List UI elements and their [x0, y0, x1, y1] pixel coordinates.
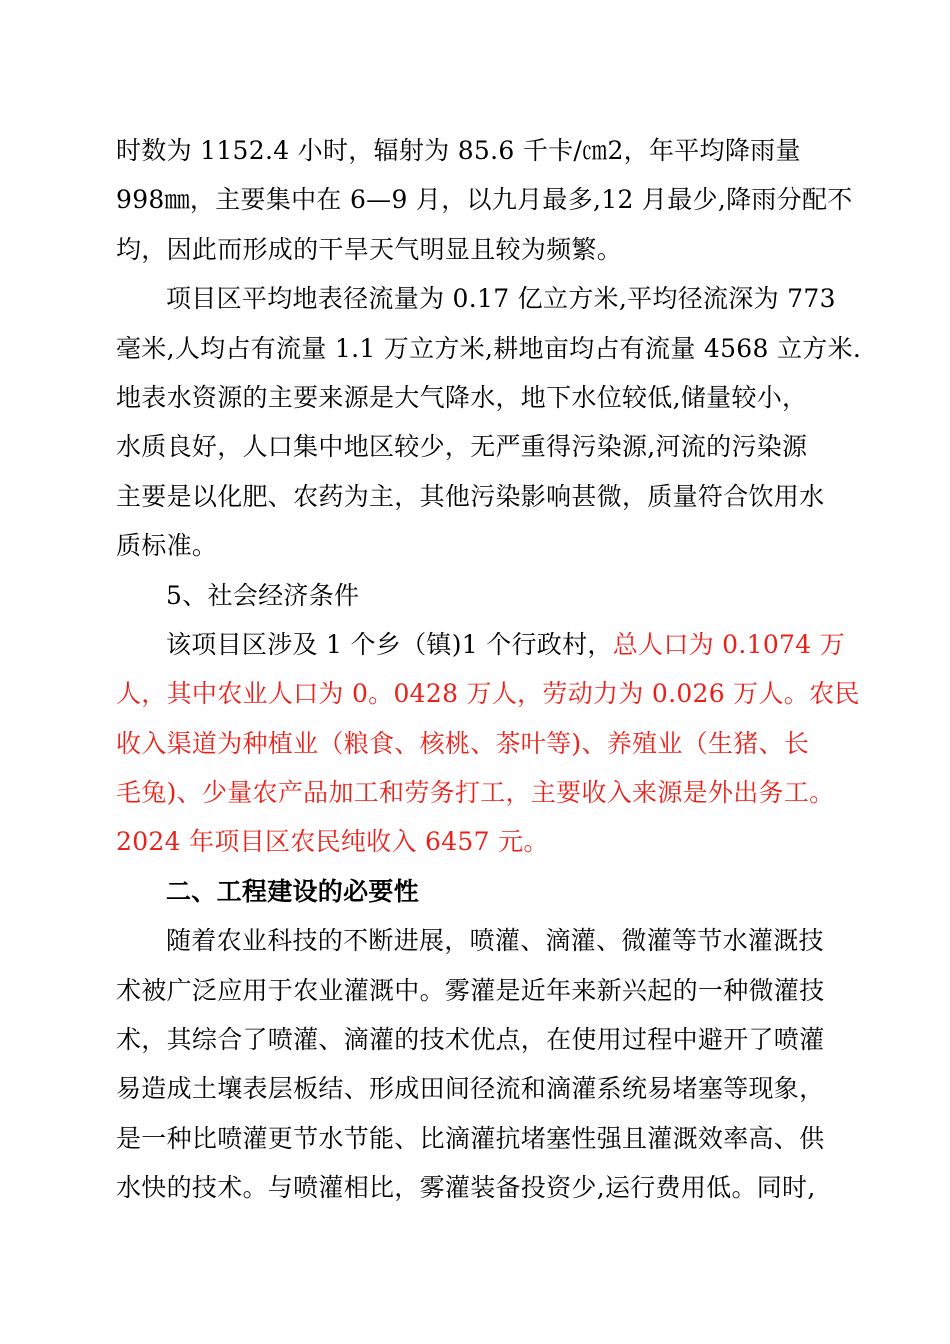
document-page — [116, 126, 862, 1213]
text-line-21: 是一种比喷灌更节水节能、比滴灌抗堵塞性强且灌溉效率高、供 — [116, 1123, 825, 1153]
text-line-11-red: 总人口为 0.1074 万 — [612, 629, 845, 659]
text-line-4: 项目区平均地表径流量为 0.17 亿立方米,平均径流深为 773 — [166, 284, 836, 314]
text-line-14: 毛兔)、少量农产品加工和劳务打工，主要收入来源是外出务工。 — [116, 778, 835, 808]
text-line-2: 998㎜，主要集中在 6—9 月，以九月最多,12 月最少,降雨分配不 — [116, 185, 853, 215]
text-line-9: 质标准。 — [116, 531, 218, 561]
text-line-8: 主要是以化肥、农药为主，其他污染影响甚微，质量符合饮用水 — [116, 481, 825, 511]
text-line-3: 均，因此而形成的干旱天气明显且较为频繁。 — [116, 234, 623, 264]
text-line-11-black: 该项目区涉及 1 个乡（镇)1 个行政村， — [166, 629, 613, 659]
text-line-5: 毫米,人均占有流量 1.1 万立方米,耕地亩均占有流量 4568 立方米. — [116, 333, 862, 363]
text-line-17: 随着农业科技的不断进展，喷灌、滴灌、微灌等节水灌溉技 — [166, 926, 824, 956]
text-line-13: 收入渠道为种植业（粮食、核桃、茶叶等)、养殖业（生猪、长 — [116, 728, 810, 758]
text-line-1: 时数为 1152.4 小时，辐射为 85.6 千卡/㎝2，年平均降雨量 — [116, 136, 801, 165]
section-heading-necessity: 二、工程建设的必要性 — [166, 876, 420, 906]
section-heading-socioeconomic: 5、社会经济条件 — [166, 580, 360, 610]
text-line-6: 地表水资源的主要来源是大气降水，地下水位较低,储量较小， — [116, 382, 808, 412]
text-line-12: 人，其中农业人口为 0。0428 万人，劳动力为 0.026 万人。农民 — [116, 679, 860, 709]
text-line-18: 术被广泛应用于农业灌溉中。雾灌是近年来新兴起的一种微灌技 — [116, 975, 825, 1005]
text-line-11 — [116, 620, 845, 669]
text-line-19: 术，其综合了喷灌、滴灌的技术优点，在使用过程中避开了喷灌 — [116, 1025, 825, 1055]
text-line-22: 水快的技术。与喷灌相比，雾灌装备投资少,运行费用低。同时, — [116, 1173, 816, 1203]
text-line-15: 2024 年项目区农民纯收入 6457 元。 — [116, 827, 549, 857]
text-line-20: 易造成土壤表层板结、形成田间径流和滴灌系统易堵塞等现象， — [116, 1074, 825, 1104]
text-line-7: 水质良好，人口集中地区较少，无严重得污染源,河流的污染源 — [116, 432, 808, 462]
